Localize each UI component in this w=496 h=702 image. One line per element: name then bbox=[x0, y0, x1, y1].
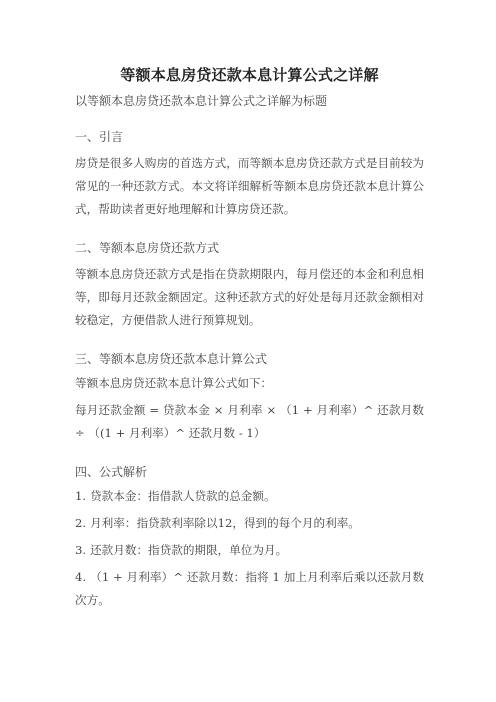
formula-paragraph: 每月还款金额 = 贷款本金 × 月利率 × （1 + 月利率）^ 还款月数 ÷ （(1 + 月利率）^ 还款月数 - 1） bbox=[75, 403, 424, 440]
list-item bbox=[75, 539, 424, 562]
list-item-text: 月利率：指贷款利率除以12，得到的每个月的利率。 bbox=[90, 516, 360, 530]
section-heading: 一、引言 bbox=[75, 130, 124, 144]
list-item-number: 3. bbox=[75, 543, 87, 557]
list-item-text: 贷款本金：指借款人贷款的总金额。 bbox=[90, 489, 276, 503]
document-title: 等额本息房贷还款本息计算公式之详解 bbox=[120, 66, 379, 84]
list-item bbox=[75, 485, 424, 508]
section-formula bbox=[75, 350, 424, 445]
section-introduction bbox=[75, 128, 424, 221]
paragraph: 等额本息房贷还款本息计算公式如下： bbox=[75, 376, 273, 390]
section-repayment-method bbox=[75, 239, 424, 332]
list-item-text: （1 + 月利率）^ 还款月数：指将 1 加上月利率后乘以还款月数次方。 bbox=[75, 570, 424, 607]
section-heading: 二、等额本息房贷还款方式 bbox=[75, 241, 220, 255]
list-item-number: 1. bbox=[75, 489, 87, 503]
section-heading: 三、等额本息房贷还款本息计算公式 bbox=[75, 352, 268, 366]
list-item bbox=[75, 512, 424, 535]
paragraph: 等额本息房贷还款方式是指在贷款期限内，每月偿还的本金和利息相等，即每月还款金额固定。这种还款方式的好处是每月还款金额相对较稳定，方便借款人进行预算规划。 bbox=[75, 267, 424, 327]
section-formula-analysis bbox=[75, 463, 424, 612]
paragraph: 房贷是很多人购房的首选方式，而等额本息房贷还款方式是目前较为常见的一种还款方式。本文将详细解析等额本息房贷还款本息计算公式，帮助读者更好地理解和计算房贷还款。 bbox=[75, 156, 424, 216]
list-item-number: 2. bbox=[75, 516, 87, 530]
list-item-number: 4. bbox=[75, 570, 87, 584]
section-heading: 四、公式解析 bbox=[75, 465, 148, 479]
list-item-text: 还款月数：指贷款的期限，单位为月。 bbox=[90, 543, 288, 557]
document-subtitle: 以等额本息房贷还款本息计算公式之详解为标题 bbox=[75, 94, 328, 108]
list-item bbox=[75, 566, 424, 612]
